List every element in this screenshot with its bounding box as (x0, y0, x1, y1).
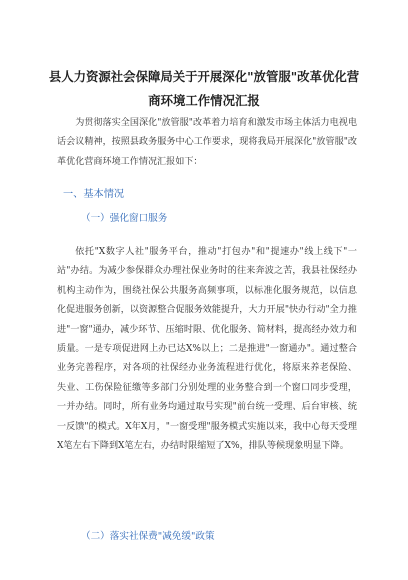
document-title-line-1: 县人力资源社会保障局关于开展深化"放管服"改革优化营 (48, 69, 360, 84)
subsection-heading-window-service: （一）强化窗口服务 (81, 213, 168, 224)
intro-paragraph: 为贯彻落实全国深化"放管服"改革着力培育和激发市场主体活力电视电话会议精神，按照县政务服务中心工作要求，现将我局开展深化"放管服"改革优化营商环境工作情况汇报如下： (57, 118, 357, 167)
section-heading-basic-situation: 一、基本情况 (63, 189, 125, 200)
document-title-line-2: 商环境工作情况汇报 (148, 93, 260, 108)
window-service-paragraph: 依托"X数字人社"服务平台，推动"打包办"和"提速办"线上线下"一站"办结。为减少参保群众办理社保业务时的往来奔波之苦，我县社保经办机构主动作为，围绕社保公共服务高频事项，以标准化服务规范，以信息化促进服务创新，以资源整合促服务效能提升，大力开展"快办行动"全力推进"一窗"通办，减少环节、压缩时限、优化服务、简材料，提高经办效力和质量。一是专项促进网上办已达X%以上；二是推进"一窗通办"。通过整合业务完善程序，对各项的社保经办业务流程进行优化，将原来养老保险、失业、工伤保险征缴等多部门分别处理的业务整合到一个窗口同步受理，一并办结。同时，所有业务均通过取号实现"前台统一受理、后台审核、统一反馈"的模式。X年X月，"一窗受理"服务模式实施以来，我中心每天受理X笔左右下降到X笔左右，办结时限缩短了X%，排队等候现象明显下降。 (57, 247, 357, 452)
subsection-heading-social-insurance-policy: （二）落实社保费"减免缓"政策 (81, 531, 215, 542)
